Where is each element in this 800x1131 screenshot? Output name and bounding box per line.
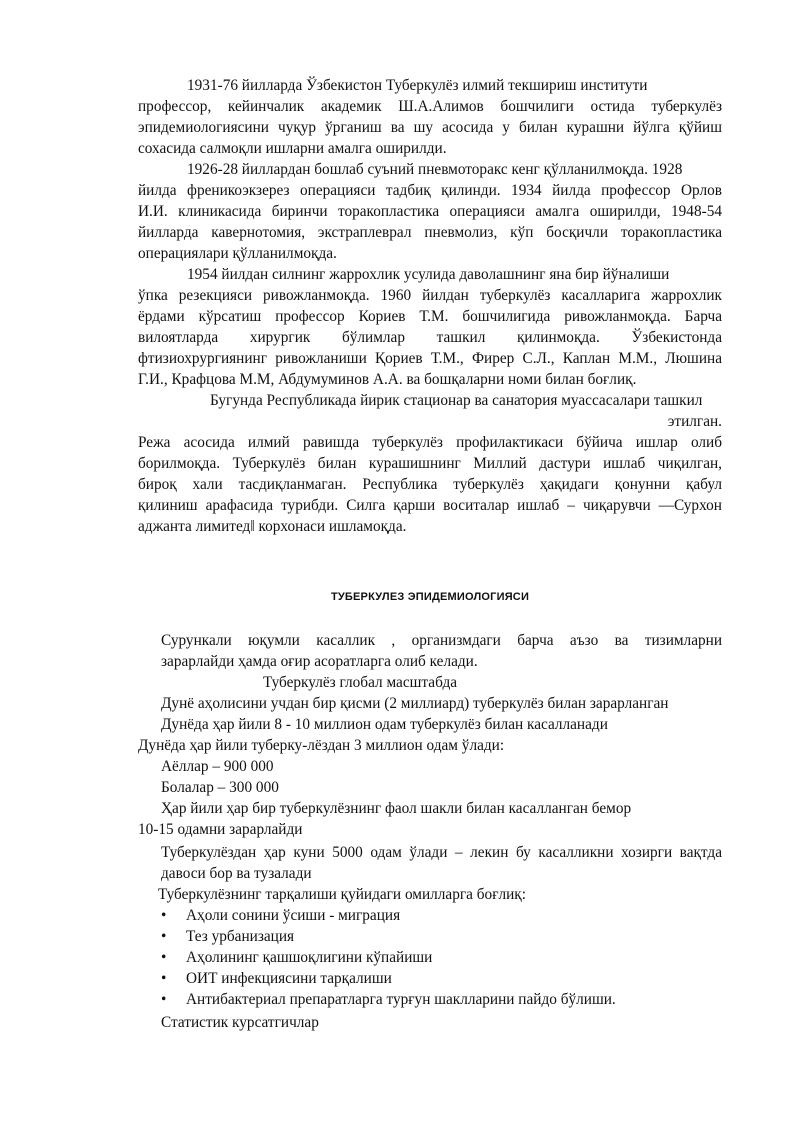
paragraph-line: қилиниш арафасида турибди. Силга қарши воситалар ишлаб – чиқарувчи ―Сурхон <box>138 497 722 514</box>
paragraph-line: ўпка резекцияси ривожланмоқда. 1960 йилдан туберкулёз касалларига жаррохлик <box>138 287 722 304</box>
paragraph-line: И.И. клиникасида биринчи торакопластика операцияси амалга оширилди, 1948-54 <box>138 203 722 220</box>
paragraph-line: 1954 йилдан силнинг жаррохлик усулида даволашнинг яна бир йўналиши <box>187 266 670 283</box>
section-line: давоси бор ва тузалади <box>161 865 312 882</box>
section-line: 10-15 одамни зарарлайди <box>138 821 303 838</box>
section-line: Туберкулёздан ҳар куни 5000 одам ўлади – лекин бу касалликни хозирги вақтда <box>161 844 722 861</box>
section-line: зарарлайди ҳамда оғир асоратларга олиб келади. <box>161 653 478 670</box>
section-line: Дунёда ҳар йили 8 - 10 миллион одам туберкулёз билан касалланади <box>161 716 608 733</box>
section-line: Дунёда ҳар йили туберку-лёздан 3 миллион одам ўлади: <box>138 737 505 754</box>
paragraph-line: борилмоқда. Туберкулёз билан курашишнинг Миллий дастури ишлаб чиқилган, <box>138 455 722 472</box>
bullet-icon: • <box>161 907 167 924</box>
paragraph-line: этилган. <box>667 413 722 430</box>
bullet-text: Тез урбанизация <box>186 928 295 945</box>
bullet-text: Аҳолининг қашшоқлигини кўпайиши <box>186 949 433 966</box>
bullet-text: ОИТ инфекциясини тарқалиши <box>186 970 392 987</box>
paragraph-line: сохасида салмоқли ишларни амалга оширилди. <box>138 140 447 157</box>
bullet-icon: • <box>161 970 167 987</box>
paragraph-line: операциялари қўлланилмоқда. <box>138 245 337 262</box>
section-line: Туберкулёз глобал масштабда <box>263 674 458 691</box>
section-line: Аёллар – 900 000 <box>161 758 274 775</box>
bullet-item <box>161 969 392 989</box>
bullet-item <box>161 906 400 926</box>
paragraph-line: йилда френикоэкзерез операцияси тадбиқ қилинди. 1934 йилда профессор Орлов <box>138 182 722 199</box>
bullet-item <box>161 990 616 1010</box>
section-line: Дунё аҳолисини учдан бир қисми (2 миллиард) туберкулёз билан зарарланган <box>161 695 669 712</box>
paragraph-line: Режа асосида илмий равишда туберкулёз профилактикаси бўйича ишлар олиб <box>138 434 722 451</box>
paragraph-line: эпидемиологиясини чуқур ўрганиш ва шу асосида у билан курашни йўлга қўйиш <box>138 119 722 136</box>
paragraph-line: Г.И., Крафцова М.М, Абдумуминов А.А. ва бошқаларни номи билан боғлиқ. <box>138 371 637 388</box>
paragraph-line: йилларда кавернотомия, экстраплеврал пневмолиз, кўп босқичли торакопластика <box>138 224 722 241</box>
paragraph-line: бироқ хали тасдиқланмаган. Республика туберкулёз ҳақидаги қонунни қабул <box>138 476 722 493</box>
section-line: Туберкулёзнинг тарқалиши қуйидаги омилларга боғлиқ: <box>158 886 526 903</box>
section-line: Статистик курсатгичлар <box>161 1014 319 1031</box>
section-line: Болалар – 300 000 <box>161 779 279 796</box>
paragraph-line: аджанта лимитед‖ корхонаси ишламоқда. <box>138 518 407 535</box>
paragraph-line: 1926-28 йиллардан бошлаб суъний пневмоторакс кенг қўлланилмоқда. 1928 <box>187 161 683 178</box>
bullet-text: Антибактериал препаратларга турғун шаклларини пайдо бўлиши. <box>186 991 616 1008</box>
bullet-icon: • <box>161 991 167 1008</box>
bullet-item <box>161 948 432 968</box>
paragraph-line: фтизиохрургиянинг ривожланиши Қориев Т.М., Фирер С.Л., Каплан М.М., Люшина <box>138 350 722 367</box>
bullet-icon: • <box>161 949 167 966</box>
bullet-icon: • <box>161 928 167 945</box>
paragraph-line: 1931-76 йилларда Ўзбекистон Туберкулёз илмий текшириш институти <box>187 77 648 94</box>
section-heading: ТУБЕРКУЛЕЗ ЭПИДЕМИОЛОГИЯСИ <box>330 591 530 603</box>
paragraph-line: Бугунда Республикада йирик стационар ва санатория муассасалари ташкил <box>210 392 703 409</box>
section-line: Ҳар йили ҳар бир туберкулёзнинг фаол шакли билан касалланган бемор <box>161 800 632 817</box>
paragraph-line: ёрдами кўрсатиш профессор Кориев Т.М. бошчилигида ривожланмоқда. Барча <box>138 308 722 325</box>
paragraph-line: вилоятларда хирургик бўлимлар ташкил қилинмоқда. Ўзбекистонда <box>138 329 722 346</box>
paragraph-line: профессор, кейинчалик академик Ш.А.Алимов бошчилиги остида туберкулёз <box>138 98 722 115</box>
bullet-text: Аҳоли сонини ўсиши - миграция <box>186 907 401 924</box>
bullet-item <box>161 927 294 947</box>
section-line: Сурункали юқумли касаллик , организмдаги барча аъзо ва тизимларни <box>161 632 722 649</box>
